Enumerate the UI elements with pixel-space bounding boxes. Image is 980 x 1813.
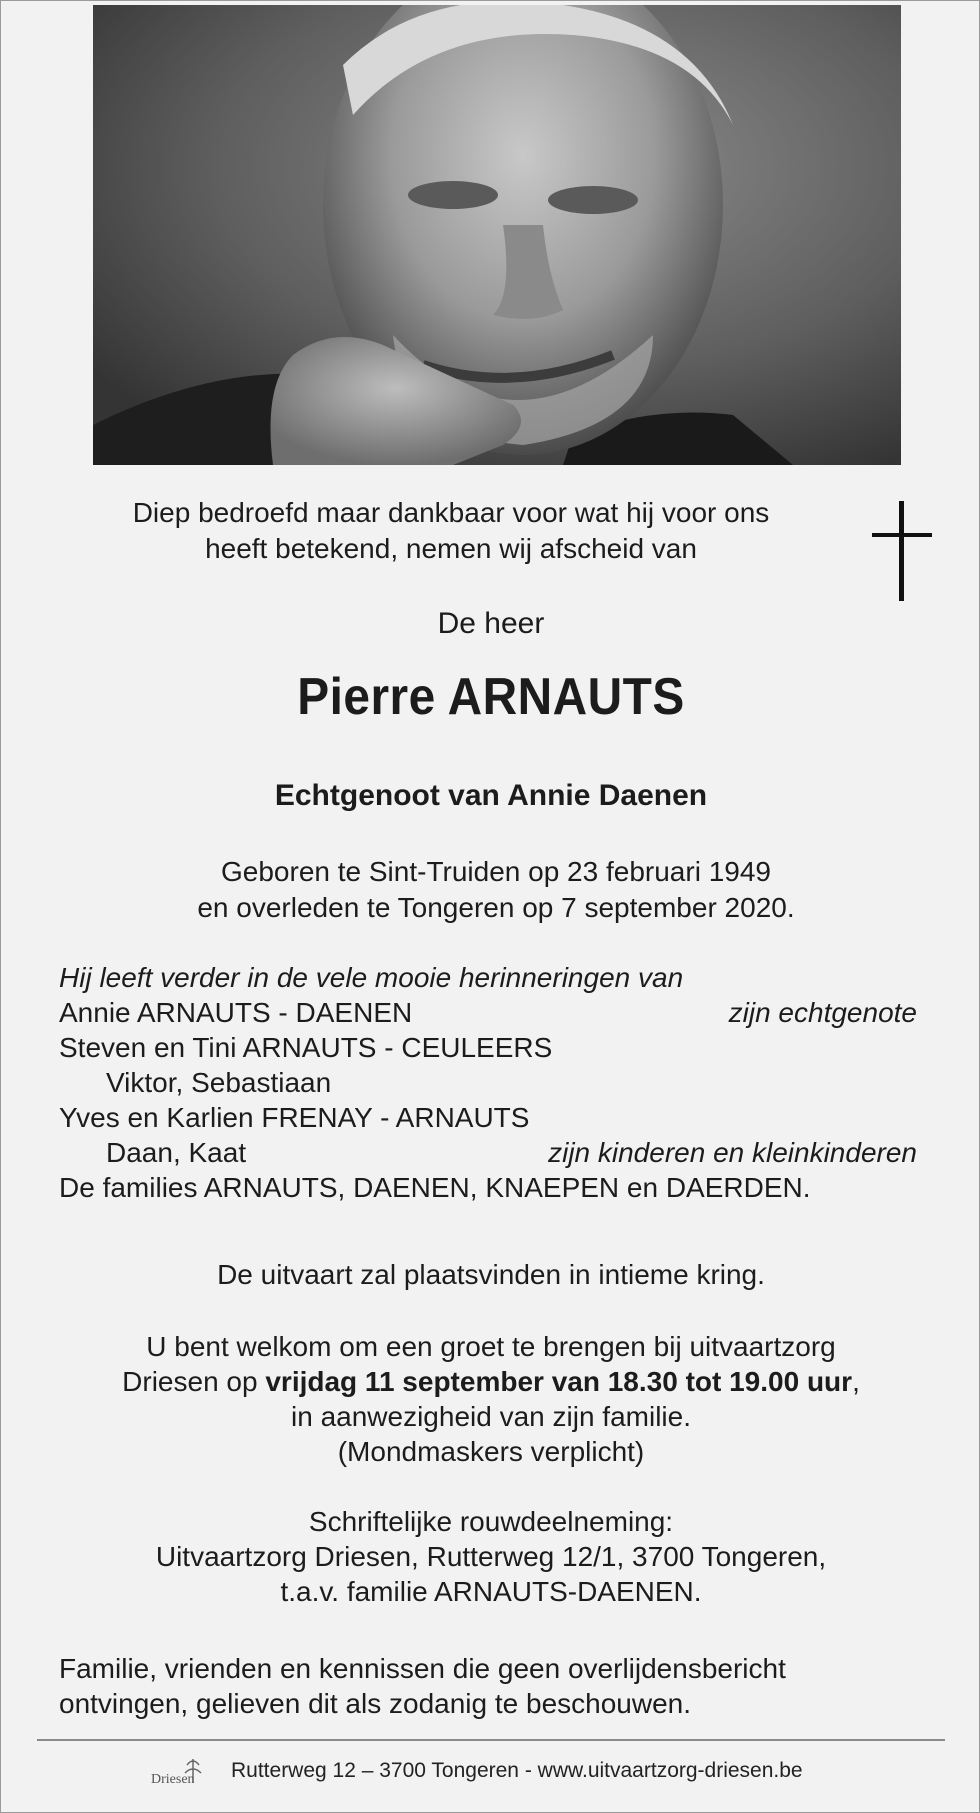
birth-death-text	[1, 854, 980, 926]
notice-line-1: Familie, vrienden en kennissen die geen overlijdensbericht	[59, 1653, 786, 1684]
notice-line-2: ontvingen, gelieven dit als zodanig te beschouwen.	[59, 1688, 691, 1719]
footer-divider	[37, 1739, 945, 1741]
visit-line-1: U bent welkom om een groet te brengen bij uitvaartzorg	[146, 1331, 836, 1362]
footer	[1, 1749, 980, 1809]
family-spouse-role: zijn echtgenote	[728, 997, 917, 1028]
family-row-grandchildren-2	[59, 1135, 929, 1170]
driesen-logo-icon	[149, 1753, 211, 1799]
visitation-text	[1, 1329, 980, 1469]
footer-address: Rutterweg 12 – 3700 Tongeren - www.uitvaartzorg-driesen.be	[231, 1759, 803, 1782]
condolence-line-1: Schriftelijke rouwdeelneming:	[308, 1506, 674, 1537]
family-row-spouse	[59, 995, 929, 1030]
condolence-line-3: t.a.v. familie ARNAUTS-DAENEN.	[280, 1576, 702, 1607]
family-spouse-name: Annie ARNAUTS - DAENEN	[59, 997, 413, 1028]
honorific: De heer	[437, 607, 545, 640]
deceased-name: Pierre ARNAUTS	[297, 668, 685, 726]
intro-line-1: Diep bedroefd maar dankbaar voor wat hij voor ons	[132, 497, 770, 528]
family-grandchildren-names: Daan, Kaat	[106, 1137, 247, 1168]
visit-line-3: in aanwezigheid van zijn familie.	[291, 1401, 691, 1432]
logo-text: Driesen	[151, 1772, 195, 1787]
birth-line: Geboren te Sint-Truiden op 23 februari 1949	[221, 856, 771, 887]
family-children-role: zijn kinderen en kleinkinderen	[548, 1137, 917, 1168]
family-row-child-2: Yves en Karlien FRENAY - ARNAUTS	[59, 1102, 530, 1133]
family-heading: Hij leeft verder in de vele mooie herinneringen van	[59, 962, 684, 993]
funeral-notice: De uitvaart zal plaatsvinden in intieme kring.	[217, 1259, 765, 1290]
notice-text	[59, 1651, 939, 1721]
visit-line-2-post: ,	[852, 1366, 860, 1397]
visit-datetime: vrijdag 11 september van 18.30 tot 19.00 uur	[265, 1366, 853, 1397]
visit-line-4: (Mondmaskers verplicht)	[337, 1436, 645, 1467]
family-row-grandchildren-1: Viktor, Sebastiaan	[106, 1067, 332, 1098]
visit-line-2	[1, 1364, 980, 1399]
spouse-line: Echtgenoot van Annie Daenen	[274, 779, 708, 812]
family-list	[59, 960, 929, 1205]
death-line: en overleden te Tongeren op 7 september 2020.	[197, 892, 795, 923]
portrait-photo	[93, 5, 901, 465]
intro-line-2: heeft betekend, nemen wij afscheid van	[205, 533, 697, 564]
visit-line-2-pre: Driesen op	[122, 1366, 266, 1397]
intro-text	[1, 495, 901, 567]
portrait-illustration	[93, 5, 901, 465]
condolence-text	[1, 1504, 980, 1609]
family-row-child-1: Steven en Tini ARNAUTS - CEULEERS	[59, 1032, 553, 1063]
family-row-families: De families ARNAUTS, DAENEN, KNAEPEN en DAERDEN.	[59, 1172, 811, 1203]
condolence-line-2: Uitvaartzorg Driesen, Rutterweg 12/1, 3700 Tongeren,	[155, 1541, 827, 1572]
